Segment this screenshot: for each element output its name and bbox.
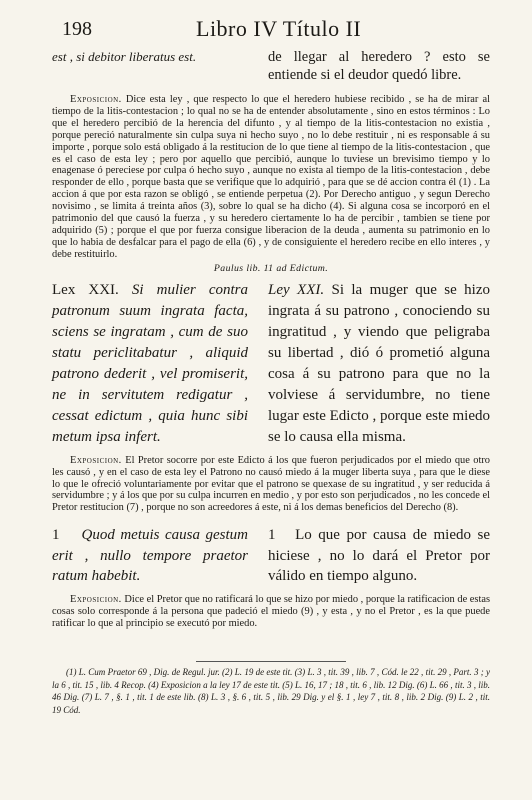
book-page bbox=[52, 14, 490, 716]
exposicion-text: El Pretor socorre por este Edicto á los que fueron perjudicados por el miedo que otro les causó , y en el caso de esta ley el Patrono no causó miedo á la muger liberta suya , para que le diese lo que le ofreció voluntariamente por evitar que el patrono se quexase de su ingratitud , y ser reducida á servidumbre ; y á los que por su culpa incurren en medio , y por esto son perjudicados , no les concede el Pretor restitucion (7) , porque no son acreedores á este, ni á los demas beneficios del Derecho (8). bbox=[52, 454, 490, 514]
exposicion-paragraph bbox=[52, 594, 490, 630]
exposicion-paragraph bbox=[52, 455, 490, 515]
running-title: Libro IV Título II bbox=[196, 16, 362, 41]
spanish-law-heading: Ley XXI. bbox=[268, 281, 325, 298]
law-paragraph-1 bbox=[52, 525, 490, 587]
latin-law-text: Si mulier contra patronum suum ingrata facta, sciens se ingratam , cum de suo statu periclitabatur , aliquid patrono dederit , vel promiserit, ne in servitutem redigatur , cessat edictum , quia hunc sibi metum ipsa infert. bbox=[52, 281, 249, 445]
top-continuation bbox=[52, 48, 490, 84]
spanish-paragraph-number: 1 bbox=[268, 527, 276, 544]
latin-column bbox=[52, 280, 248, 448]
exposicion-text: Dice esta ley , que respecto lo que el heredero hubiese recibido , se ha de mirar al tiempo de la litis-contestacion ; lo qual no se ha de entender absolutamente , sino en estos términos : Lo que el heredero percibió de la herencia del difunto , y al tiempo de la litis-contestacion no existia , porque pereció naturalmente sin culpa suya ni hecho suyo , no lo debe restituir , ni es responsable á su importe , porque solo está obligado á la restitucion de lo que tiene al tiempo de la litis-contestacion , que es el caso de esta ley ; pero por aquello que percibió, aunque lo tuviese un brevisimo tiempo y lo enagenase ó pereciese por culpa ó hecho suyo , aunque no exista al tiempo de la litis-contestacion , debe responder de ello , porque basta que se verifique que lo adquirió , para que se dé accion contra él (1) . La accion á que por esta razon se obligó , se entiende perpetua (2). Por Derecho antiguo , y segun Derecho novisimo , se limita á treinta años (3), sobre lo qual se ha dicho (4). Si alguna cosa se incorporó en el patrimonio del que causó la fuerza , y su heredero ciertamente lo ha de percibir , tambien se tiene por adquirido (5) ; porque el que por fuerza consigue liberacion de la deuda , aumenta su patrimonio en lo que lo habia de desfalcar para el pago de ella (6) , y de consiguiente el heredero recibe en ello interes , y debe restituirlo. bbox=[52, 94, 490, 260]
latin-law-heading: Lex XXI. bbox=[52, 281, 119, 298]
exposicion-paragraph bbox=[52, 94, 490, 261]
footnotes: (1) L. Cum Praetor 69 , Dig. de Regul. jur. (2) L. 19 de este tit. (3) L. 3 , tit. 39 , lib. 7 , Cód. le 22 , tit. 29 , Part. 3 ; y la 6 , tit. 15 , lib. 4 Recop. (4) Exposicion a la ley 17 de este tit. (5) L. 16, 17 ; 18 , tit. 6 , lib. 12 Dig. (6) L. 66 , tit. 3 , lib. 46 Dig. (7) L. 7 , §. 1 , tit. 1 de este lib. (8) L. 3 , §. 6 , tit. 5 , lib. 29 Dig. y el §. 1 , ley 7 , tit. 8 , lib. 2 Dig. (9) L. 2 , tit. 19 Cód. bbox=[52, 667, 490, 715]
law-xxi bbox=[52, 280, 490, 448]
latin-paragraph-number: 1 bbox=[52, 527, 60, 544]
spanish-law-text: Si la muger que se hizo ingrata á su patrono , conociendo su ingratitud , y viendo que peligraba su libertad , dió ó prometió alguna cosa á su patrono para que no la volviese á servidumbre, no tiene lugar este Edicto , porque este miedo se lo causa ella misma. bbox=[268, 281, 491, 445]
source-citation: Paulus lib. 11 ad Edictum. bbox=[213, 262, 329, 274]
spanish-column: de llegar al heredero ? esto se entiende si el deudor quedó libre. bbox=[268, 49, 490, 83]
exposicion-label: Exposicion. bbox=[70, 94, 122, 105]
page-number: 198 bbox=[62, 18, 92, 40]
spanish-column bbox=[268, 525, 490, 587]
exposicion-label: Exposicion. bbox=[70, 593, 122, 605]
spanish-law-text: Lo que por causa de miedo se hiciese , no lo dará el Pretor por válido en tiempo alguno. bbox=[268, 527, 490, 585]
latin-law-text: Quod metuis causa gestum erit , nullo tempore praetor ratum habebit. bbox=[52, 527, 248, 585]
exposicion-label: Exposicion. bbox=[70, 454, 122, 466]
page-header bbox=[52, 14, 490, 48]
footnote-separator bbox=[52, 661, 490, 662]
exposicion-text: Dice el Pretor que no ratificará lo que se hizo por miedo , porque la ratificacion de estas cosas solo corresponde á la persona que padeció el miedo (9) , y esta , y no el Pretor , es la que puede ratificar lo que al principio se executó por miedo. bbox=[52, 593, 490, 629]
spanish-column bbox=[268, 280, 490, 448]
latin-column: est , si debitor liberatus est. bbox=[52, 49, 197, 64]
latin-column bbox=[52, 525, 248, 587]
